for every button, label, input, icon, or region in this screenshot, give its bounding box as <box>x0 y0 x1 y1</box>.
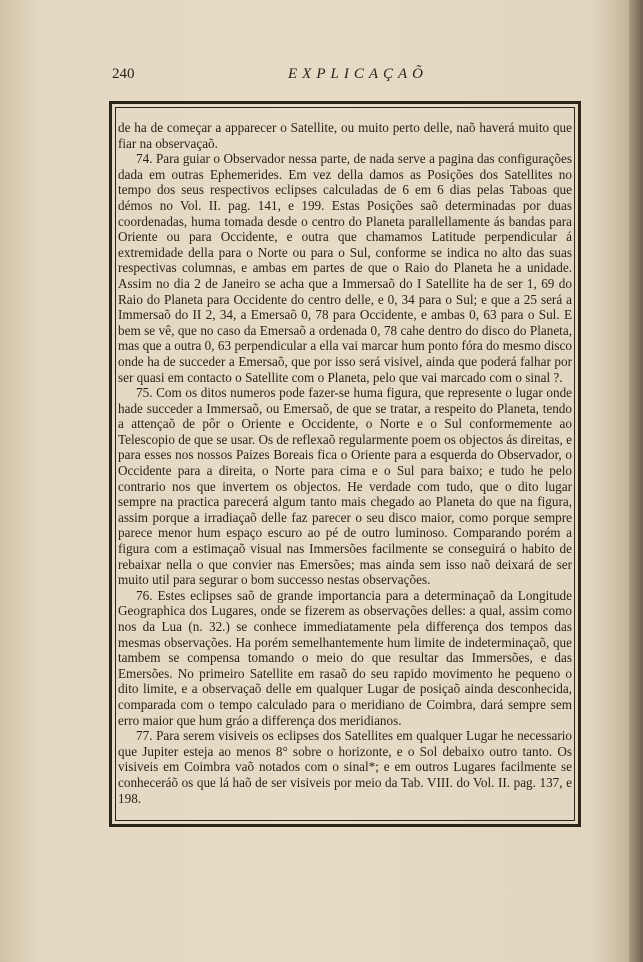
running-title: EXPLICAÇAÕ <box>288 66 428 82</box>
paragraph-75 <box>118 385 572 588</box>
page-header <box>112 66 582 88</box>
paragraph-number: 76. <box>136 587 153 603</box>
paragraph-number: 75. <box>136 385 153 401</box>
paragraph-74 <box>118 151 572 385</box>
paragraph-number: 74. <box>136 151 153 167</box>
paragraph-76 <box>118 588 572 728</box>
paragraph-continued <box>118 120 572 151</box>
paragraph-number: 77. <box>136 728 153 744</box>
paragraph-text: Com os ditos numeros pode fazer-se huma figura, que represente o lugar onde hade succeder a Immersaõ, ou Emersaõ, de que se tratar, a respeito do Planeta, tendo a attençaõ de pôr o Oriente e Occidente, o Norte e o Sul conformemente ao Telescopio de que se usar. Os de reflexaõ regularmente poem os objectos ás direitas, e para esses nos nossos Paizes Boreais fica o Oriente para a esquerda do Observador, o Occidente para a direita, o Norte para cima e o Sul para baixo; e tudo he pelo contrario nos que invertem os objectos. He verdade com tudo, que o dito lugar sempre na practica parecerá algum tanto mais chegado ao Planeta do que na figura, assim porque a irradiaçaõ delle faz parecer o seu disco maior, como porque sempre parece menor hum espaço escuro ao pé de outro luminoso. Comparando porém a figura com a estimaçaõ visual nas Immersões facilmente se conseguirá o habito de rebaixar nella o que convier nas Emersões; mas ainda sem isso naõ deixará de ser muito util para segurar o bom successo nestas observações. <box>118 385 573 588</box>
body-text <box>118 120 572 806</box>
paragraph-77 <box>118 728 572 806</box>
paragraph-text: Para guiar o Observador nessa parte, de nada serve a pagina das configurações dada em outras Ephemerides. Em vez della damos as Posições dos Satellites no tempo dos seus respectivos eclipses calculadas de 6 em 6 dias pelas Taboas que démos no Vol. II. pag. 141, e 199. Estas Posições saõ determinadas por duas coordenadas, huma tomada desde o centro do Planeta parallellamente ás bandas para Oriente ou para Occidente, e outra que chamamos Latitude perpendicular á extremidade della para o Norte ou para o Sul, conforme se indica no alto das suas respectivas columnas, e ambas em partes de que o Raio do Planeta he a unidade. Assim no dia 2 de Janeiro se acha que a Immersaõ do I Satellite ha de ser 1, 69 do Raio do Planeta para Occidente do centro delle, e 0, 34 para o Sul; e que a 25 será a Immersaõ do II 2, 34, a Emersaõ 0, 78 para Occidente, e ambas 0, 63 para o Sul. E bem se vê, que no caso da Emersaõ a ordenada 0, 78 cahe dentro do disco do Planeta, mas que a outra 0, 63 perpendicular a ella vai marcar hum ponto fóra do mesmo disco onde ha de succeder a Emersaõ, que por isso será visivel, ainda que poderá falhar por ser quasi em contacto o Satellite com o Planeta, pelo que vai marcado com o sinal ?. <box>118 151 573 385</box>
paragraph-text: Estes eclipses saõ de grande importancia para a determinaçaõ da Longitude Geographica dos Lugares, onde se fizerem as observações delles: a qual, assim como nos da Lua (n. 32.) se conhece immediatamente pela differença dos tempos das mesmas observações. Ha porém semelhantemente hum limite de indeterminaçaõ, que tambem se compensa tomando o meio do que resultar das Immersões, e das Emersões. No primeiro Satellite em rasaõ do seu rapido movimento he pequeno o dito limite, e a observaçaõ delle em qualquer Lugar de posiçaõ ainda desconhecida, comparada com o tempo calculado para o meridiano de Coimbra, dará sempre sem erro maior que hum gráo a differença dos meridianos. <box>118 587 572 728</box>
paragraph-text: Para serem visiveis os eclipses dos Satellites em qualquer Lugar he necessario que Jupiter esteja ao menos 8° sobre o horizonte, e o Sol debaixo outro tanto. Os visiveis em Coimbra vaõ notados com o sinal*; e em outros Lugares facilmente se conheceráõ os que lá haõ de ser visiveis por meio da Tab. VIII. do Vol. II. pag. 137, e 198. <box>118 728 572 806</box>
page-number: 240 <box>112 66 135 82</box>
book-spine-shadow <box>629 0 643 962</box>
paragraph-text: de ha de começar a apparecer o Satellite, ou muito perto delle, naõ haverá muito que fiar na observaçaõ. <box>118 120 572 151</box>
